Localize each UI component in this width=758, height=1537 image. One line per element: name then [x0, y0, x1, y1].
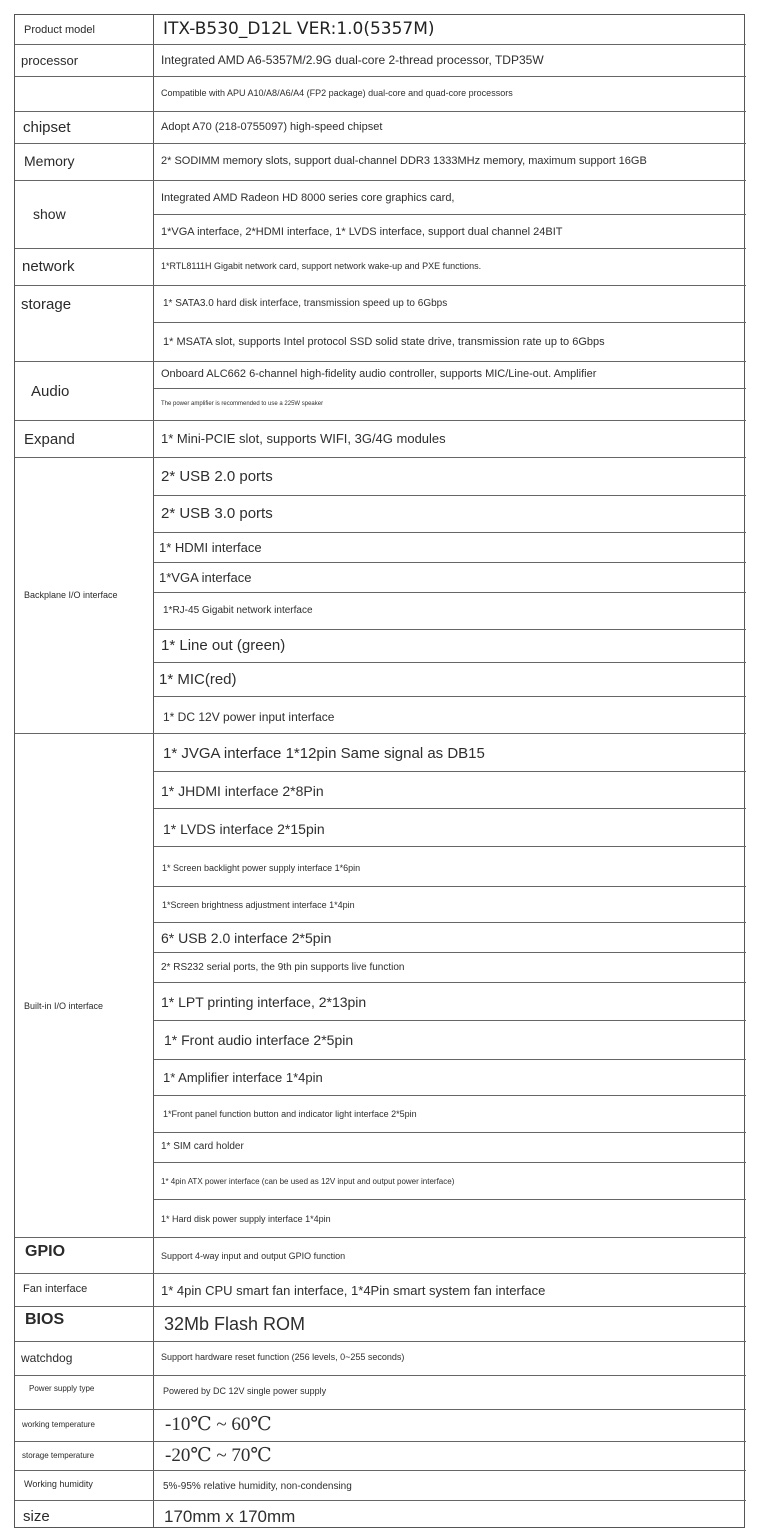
value-network: 1*RTL8111H Gigabit network card, support network wake-up and PXE functions. — [161, 261, 482, 271]
value-builtin-7: 2* RS232 serial ports, the 9th pin supports live function — [161, 962, 405, 973]
value-watchdog: Support hardware reset function (256 levels, 0~255 seconds) — [161, 1352, 405, 1362]
value-builtin-12: 1* SIM card holder — [161, 1141, 244, 1152]
row-divider — [154, 808, 746, 809]
label-audio: Audio — [31, 383, 70, 400]
row-divider — [15, 180, 746, 181]
label-chipset: chipset — [23, 119, 71, 136]
value-builtin-14: 1* Hard disk power supply interface 1*4pin — [161, 1214, 331, 1224]
value-working-temperature: -10℃ ~ 60℃ — [165, 1414, 272, 1435]
value-builtin-1: 1* JVGA interface 1*12pin Same signal as DB15 — [163, 745, 485, 762]
value-audio-2: The power amplifier is recommended to use a 225W speaker — [161, 401, 324, 407]
value-builtin-2: 1* JHDMI interface 2*8Pin — [161, 783, 324, 799]
label-working-temperature: working temperature — [22, 1420, 95, 1429]
row-divider — [154, 771, 746, 772]
label-network: network — [22, 258, 75, 275]
label-product-model: Product model — [24, 24, 95, 36]
value-builtin-8: 1* LPT printing interface, 2*13pin — [161, 994, 367, 1010]
row-divider — [154, 1199, 746, 1200]
row-divider — [15, 1306, 746, 1307]
row-divider — [154, 322, 746, 323]
row-divider — [154, 1095, 746, 1096]
value-backplane-5: 1*RJ-45 Gigabit network interface — [163, 605, 313, 616]
value-builtin-3: 1* LVDS interface 2*15pin — [163, 821, 325, 837]
row-divider — [154, 662, 746, 663]
row-divider — [15, 1273, 746, 1274]
spec-table — [14, 14, 745, 1528]
value-working-humidity: 5%-95% relative humidity, non-condensing — [163, 1481, 352, 1492]
value-storage-1: 1* SATA3.0 hard disk interface, transmission speed up to 6Gbps — [163, 298, 448, 309]
row-divider — [154, 532, 746, 533]
row-divider — [15, 248, 746, 249]
label-fan-interface: Fan interface — [23, 1283, 88, 1295]
value-builtin-13: 1* 4pin ATX power interface (can be used as 12V input and output power interface) — [161, 1177, 455, 1186]
value-storage-2: 1* MSATA slot, supports Intel protocol SSD solid state drive, transmission rate up to 6Gbps — [163, 336, 605, 348]
row-divider — [154, 1162, 746, 1163]
value-processor-1: Integrated AMD A6-5357M/2.9G dual-core 2-thread processor, TDP35W — [161, 53, 544, 67]
row-divider — [154, 1059, 746, 1060]
value-backplane-7: 1* MIC(red) — [159, 671, 237, 688]
value-backplane-6: 1* Line out (green) — [161, 637, 286, 654]
row-divider — [154, 886, 746, 887]
row-divider — [154, 592, 746, 593]
row-divider — [15, 1470, 746, 1471]
row-divider — [154, 1020, 746, 1021]
value-memory: 2* SODIMM memory slots, support dual-channel DDR3 1333MHz memory, maximum support 16GB — [161, 155, 647, 167]
value-power-supply-type: Powered by DC 12V single power supply — [163, 1386, 327, 1396]
value-backplane-4: 1*VGA interface — [159, 570, 252, 585]
row-divider — [154, 922, 746, 923]
label-column — [15, 15, 154, 1527]
value-expand: 1* Mini-PCIE slot, supports WIFI, 3G/4G modules — [161, 431, 446, 446]
value-builtin-11: 1*Front panel function button and indicator light interface 2*5pin — [163, 1109, 417, 1119]
row-divider — [15, 44, 746, 45]
row-divider — [15, 1237, 746, 1238]
row-divider — [154, 846, 746, 847]
label-backplane-io: Backplane I/O interface — [24, 590, 118, 600]
value-product-model: ITX-B530_D12L VER:1.0(5357M) — [163, 19, 435, 39]
row-divider — [154, 982, 746, 983]
value-backplane-2: 2* USB 3.0 ports — [161, 505, 273, 522]
value-show-1: Integrated AMD Radeon HD 8000 series core graphics card, — [161, 192, 455, 204]
label-storage-temperature: storage temperature — [22, 1451, 95, 1460]
value-builtin-5: 1*Screen brightness adjustment interface 1*4pin — [162, 900, 355, 910]
label-bios: BIOS — [25, 1311, 65, 1328]
row-divider — [15, 111, 746, 112]
label-memory: Memory — [24, 153, 75, 169]
value-backplane-8: 1* DC 12V power input interface — [163, 710, 335, 724]
label-working-humidity: Working humidity — [24, 1479, 93, 1489]
row-divider — [15, 457, 746, 458]
value-builtin-10: 1* Amplifier interface 1*4pin — [163, 1070, 323, 1085]
label-gpio: GPIO — [25, 1243, 66, 1260]
row-divider — [154, 696, 746, 697]
label-power-supply-type: Power supply type — [29, 1384, 95, 1393]
row-divider — [15, 143, 746, 144]
value-builtin-6: 6* USB 2.0 interface 2*5pin — [161, 930, 332, 946]
label-show: show — [33, 206, 66, 222]
row-divider — [15, 1500, 746, 1501]
row-divider — [15, 1341, 746, 1342]
value-fan-interface: 1* 4pin CPU smart fan interface, 1*4Pin smart system fan interface — [161, 1283, 546, 1298]
row-divider — [154, 562, 746, 563]
row-divider — [154, 1132, 746, 1133]
value-processor-2: Compatible with APU A10/A8/A6/A4 (FP2 package) dual-core and quad-core processors — [161, 88, 513, 98]
row-divider — [154, 952, 746, 953]
row-divider — [154, 388, 746, 389]
row-divider — [154, 495, 746, 496]
value-bios: 32Mb Flash ROM — [164, 1314, 306, 1334]
label-watchdog: watchdog — [21, 1351, 73, 1365]
label-expand: Expand — [24, 431, 75, 448]
row-divider — [15, 733, 746, 734]
label-size: size — [23, 1508, 50, 1525]
value-audio-1: Onboard ALC662 6-channel high-fidelity audio controller, supports MIC/Line-out. Amplifier — [161, 368, 597, 380]
value-backplane-3: 1* HDMI interface — [159, 540, 262, 555]
value-builtin-4: 1* Screen backlight power supply interface 1*6pin — [162, 863, 361, 873]
label-builtin-io: Built-in I/O interface — [24, 1001, 104, 1011]
row-divider — [15, 1375, 746, 1376]
value-chipset: Adopt A70 (218-0755097) high-speed chipset — [161, 121, 383, 133]
value-backplane-1: 2* USB 2.0 ports — [161, 468, 273, 485]
row-divider — [15, 420, 746, 421]
row-divider — [15, 76, 746, 77]
row-divider — [15, 1441, 746, 1442]
row-divider — [15, 361, 746, 362]
value-storage-temperature: -20℃ ~ 70℃ — [165, 1445, 272, 1466]
row-divider — [154, 214, 746, 215]
label-processor: processor — [21, 53, 79, 68]
value-show-2: 1*VGA interface, 2*HDMI interface, 1* LVDS interface, support dual channel 24BIT — [161, 226, 563, 238]
value-size: 170mm x 170mm — [164, 1507, 296, 1526]
value-gpio: Support 4-way input and output GPIO function — [161, 1251, 346, 1261]
value-builtin-9: 1* Front audio interface 2*5pin — [164, 1032, 354, 1048]
row-divider — [154, 629, 746, 630]
label-storage: storage — [21, 296, 72, 313]
row-divider — [15, 285, 746, 286]
row-divider — [15, 1409, 746, 1410]
